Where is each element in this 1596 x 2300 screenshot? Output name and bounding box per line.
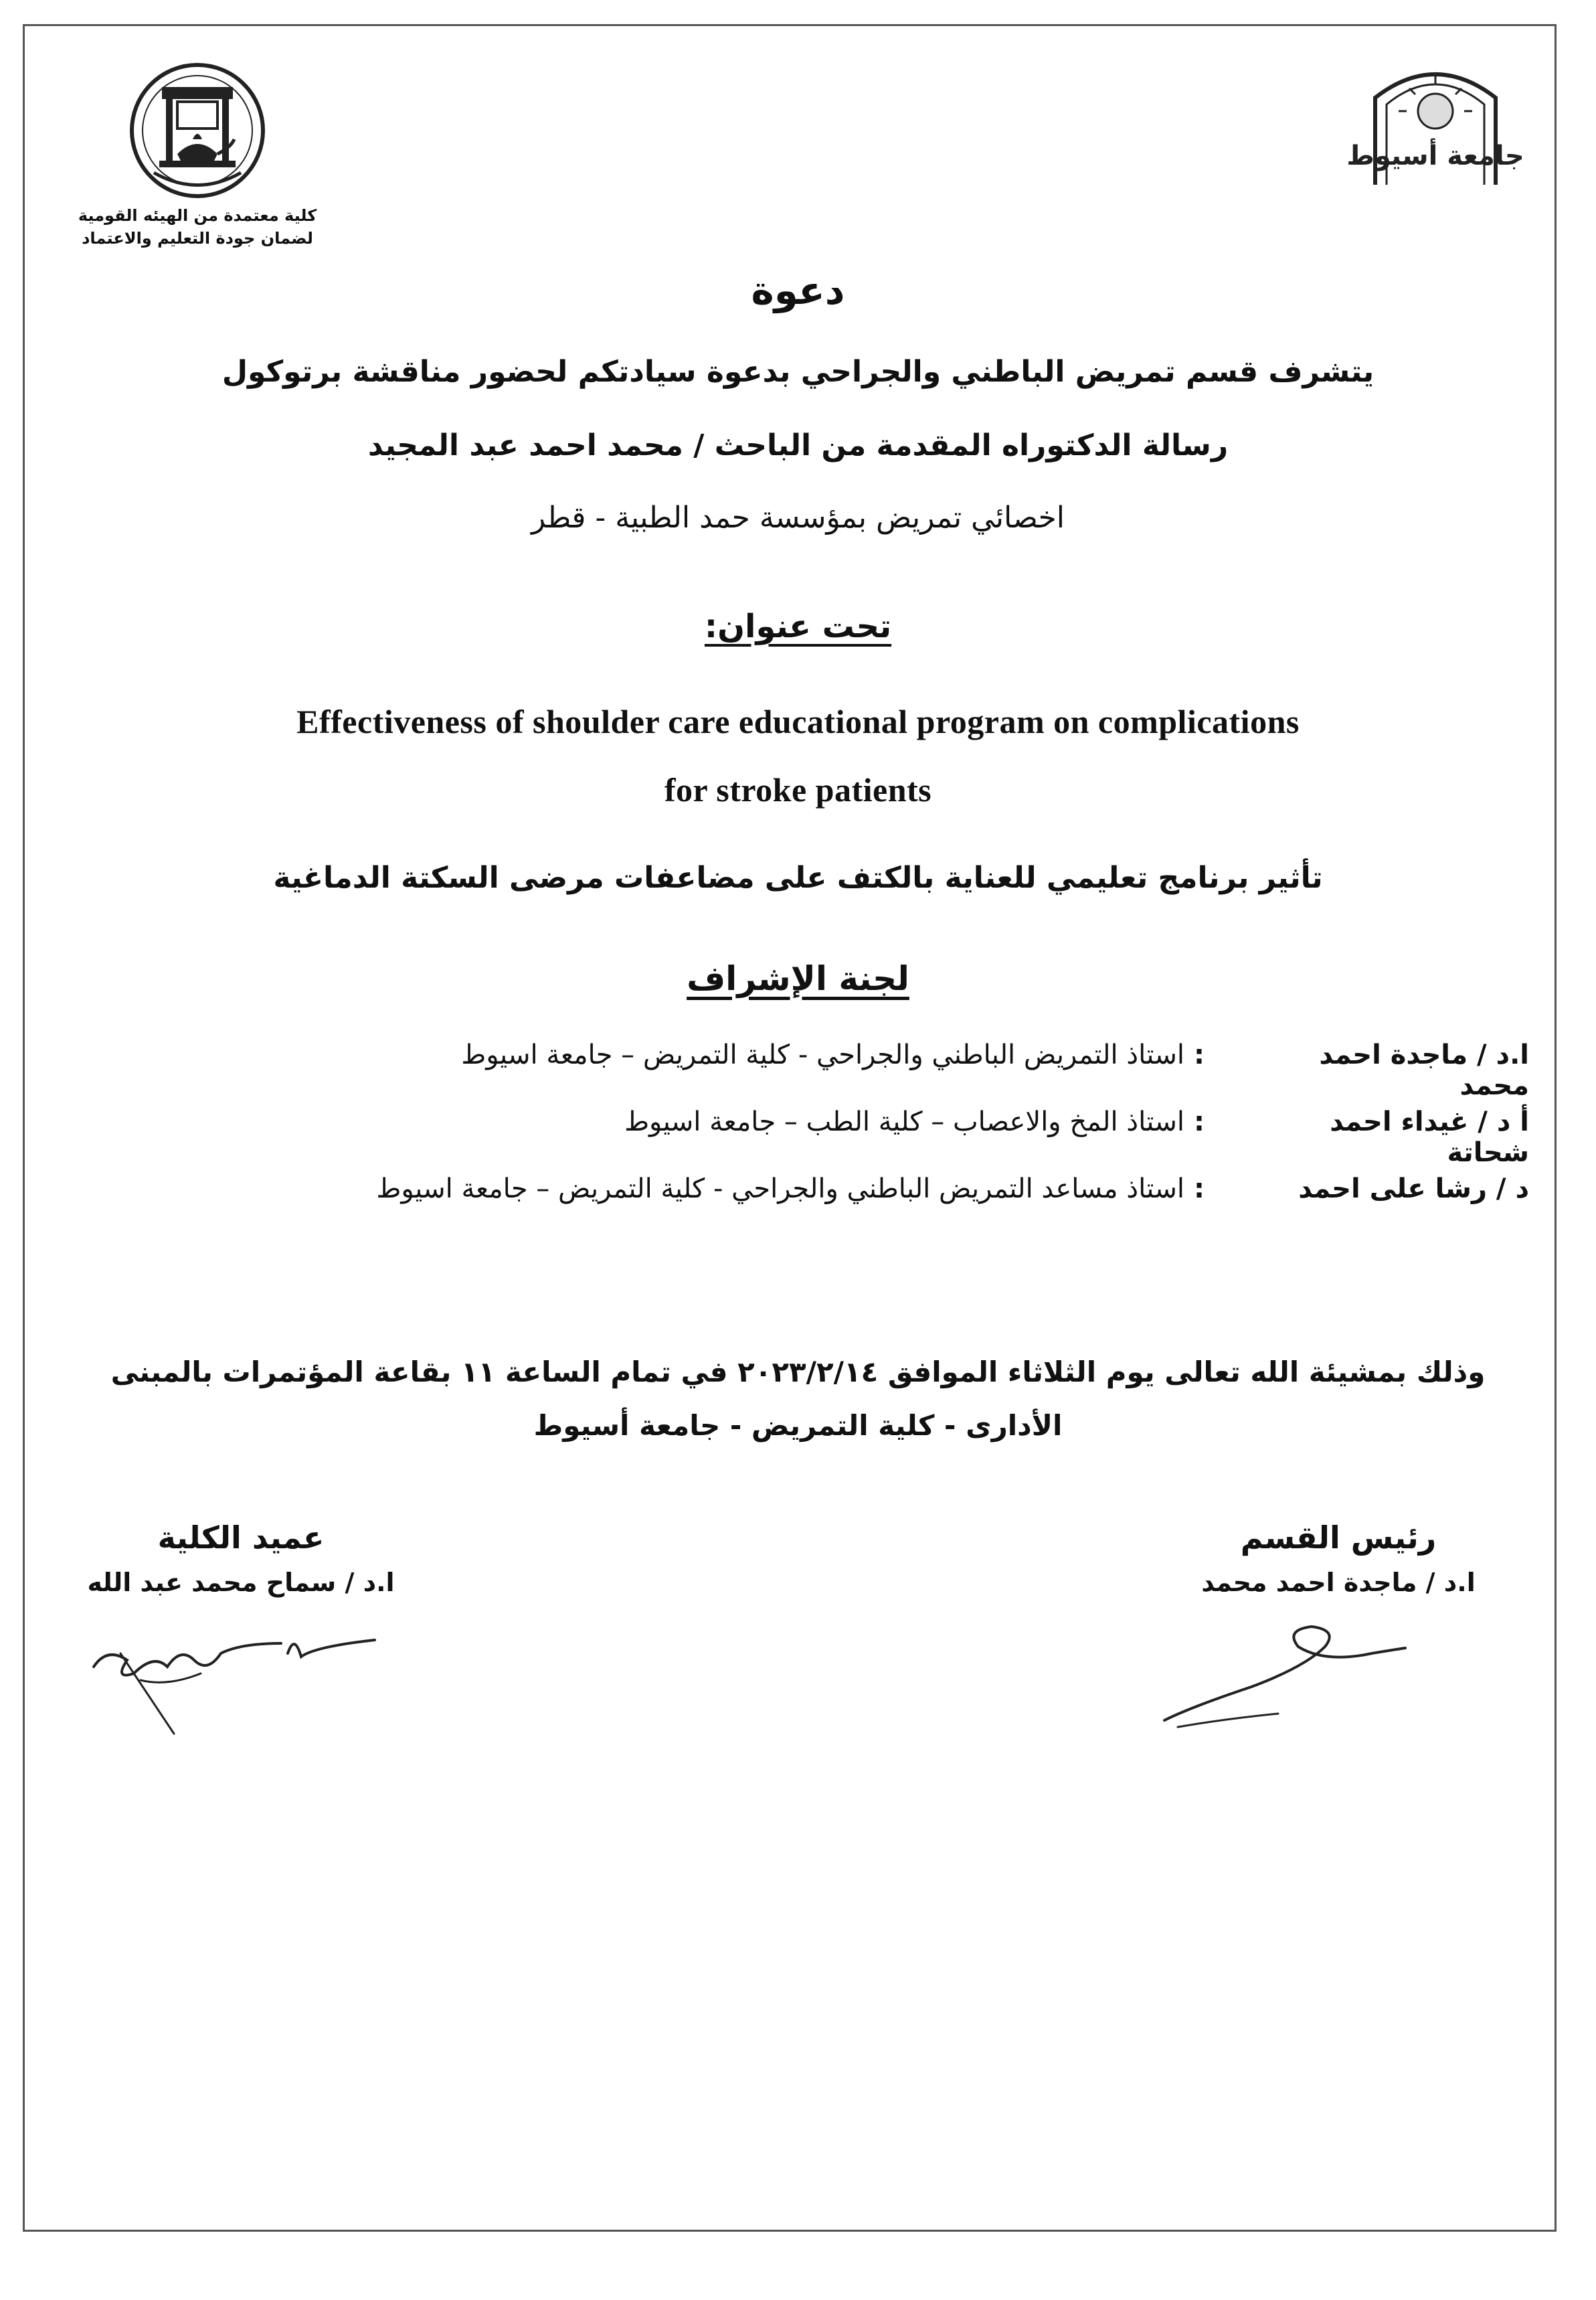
member-name: ا.د / ماجدة احمد محمد <box>1319 1040 1529 1101</box>
member-role: استاذ المخ والاعصاب – كلية الطب – جامعة اسيوط <box>624 1106 1184 1137</box>
dean-title: عميد الكلية <box>157 1519 325 1556</box>
department-head-title: رئيس القسم <box>1240 1519 1437 1556</box>
english-thesis-title <box>0 687 1596 824</box>
accreditation-line-1: كلية معتمدة من الهيئه القومية <box>78 206 317 225</box>
date-line-2: الأدارى - كلية التمريض - جامعة أسيوط <box>533 1409 1063 1442</box>
department-head-name: ا.د / ماجدة احمد محمد <box>1201 1568 1476 1597</box>
dean-name: ا.د / سماح محمد عبد الله <box>87 1568 395 1597</box>
document-title: دعوة <box>751 268 845 313</box>
committee-member <box>0 1106 1596 1168</box>
faculty-of-nursing-logo <box>114 54 281 208</box>
member-colon: : <box>1194 1173 1205 1204</box>
date-line-1: وذلك بمشيئة الله تعالى يوم الثلاثاء الموافق ٢٠٢٣/٢/١٤ في تمام الساعة ١١ بقاعة المؤتمرات بالمبنى <box>110 1356 1486 1388</box>
accreditation-text <box>54 204 341 250</box>
dean-block <box>67 1519 415 1597</box>
intro-line-2: رسالة الدكتوراه المقدمة من الباحث / محمد احمد عبد المجيد <box>367 428 1229 463</box>
assiut-university-logo <box>1346 58 1524 191</box>
department-head-signature <box>1151 1607 1419 1734</box>
department-head-block <box>1164 1519 1512 1597</box>
subtitle-label: تحت عنوان: <box>704 608 892 645</box>
english-title-line-1: Effectiveness of shoulder care educational program on complications <box>296 703 1300 740</box>
member-role: استاذ التمريض الباطني والجراحي - كلية التمريض – جامعة اسيوط <box>461 1040 1184 1070</box>
intro-line-1: يتشرف قسم تمريض الباطني والجراحي بدعوة سيادتكم لحضور مناقشة برتوكول <box>221 355 1375 389</box>
member-colon: : <box>1194 1040 1205 1070</box>
member-name: د / رشا على احمد <box>1298 1173 1529 1204</box>
committee-member <box>0 1173 1596 1214</box>
english-title-line-2: for stroke patients <box>664 771 932 809</box>
dean-signature <box>87 1607 402 1740</box>
intro-line-3: اخصائي تمريض بمؤسسة حمد الطبية - قطر <box>531 501 1065 535</box>
member-name: أ د / غيداء احمد شحاتة <box>1330 1106 1529 1168</box>
accreditation-line-2: لضمان جودة التعليم والاعتماد <box>82 229 313 248</box>
assiut-logo-text: جامعة أسيوط <box>1346 141 1524 171</box>
member-role: استاذ مساعد التمريض الباطني والجراحي - كلية التمريض – جامعة اسيوط <box>376 1173 1184 1204</box>
committee-label: لجنة الإشراف <box>687 959 909 998</box>
member-colon: : <box>1194 1106 1205 1137</box>
committee-member <box>0 1040 1596 1101</box>
arabic-thesis-title: تأثير برنامج تعليمي للعناية بالكتف على مضاعفات مرضى السكتة الدماغية <box>273 861 1323 895</box>
